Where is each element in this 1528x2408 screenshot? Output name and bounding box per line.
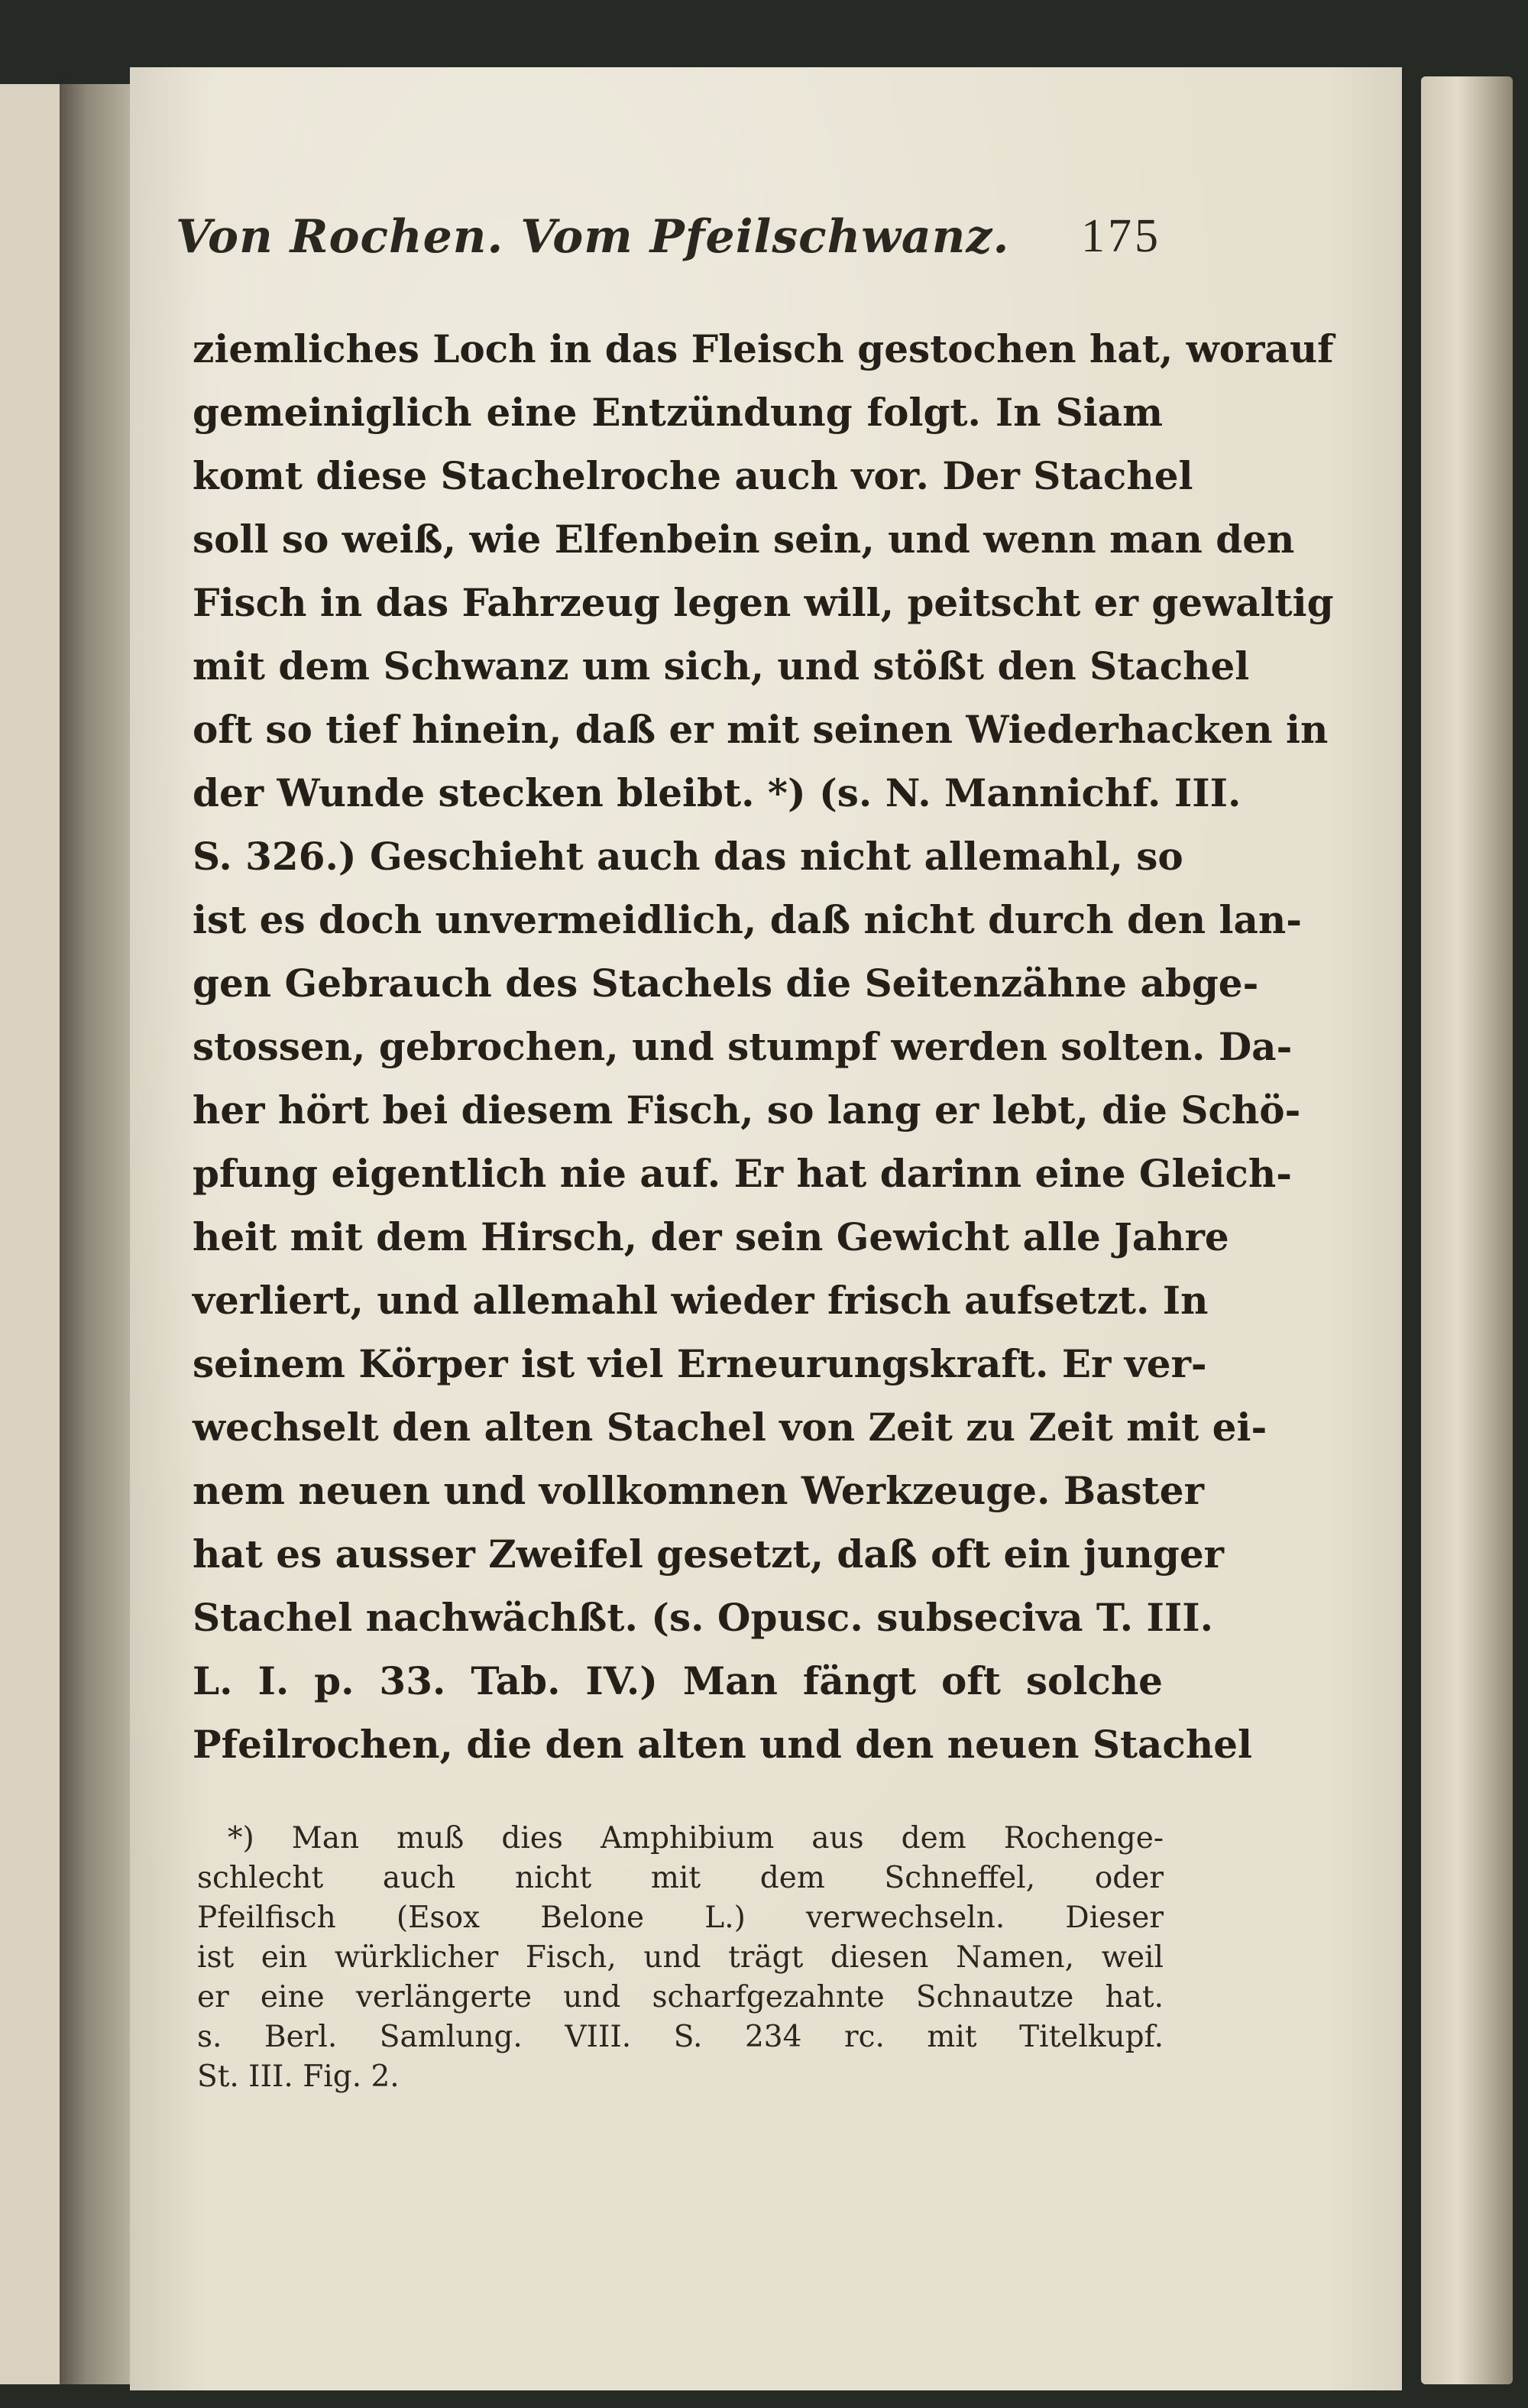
running-title: Von Rochen. Vom Pfeilschwanz. <box>176 210 1010 264</box>
gutter-shadow <box>60 84 136 2384</box>
page-header <box>176 172 1161 264</box>
text-line: Stachel nachwächßt. (s. Opusc. subseciva T. III. <box>193 1595 1214 1640</box>
footnote-line: s. Berl. Samlung. VIII. S. 234 rc. mit Titelkupf. <box>197 2020 1164 2054</box>
footnote-line: ist ein würklicher Fisch, und trägt diesen Namen, weil <box>197 1940 1164 1975</box>
text-line: komt diese Stachelroche auch vor. Der Stachel <box>193 453 1193 498</box>
main-text <box>193 317 1334 1776</box>
text-line: her hört bei diesem Fisch, so lang er lebt, die Schö- <box>193 1087 1301 1133</box>
text-line: hat es ausser Zweifel gesetzt, daß oft ein junger <box>193 1531 1225 1577</box>
footnote-line: schlecht auch nicht mit dem Schneffel, oder <box>197 1861 1164 1895</box>
text-line: mit dem Schwanz um sich, und stößt den Stachel <box>193 643 1250 689</box>
text-line: Pfeilrochen, die den alten und den neuen Stachel <box>193 1722 1253 1767</box>
text-line: verliert, und allemahl wieder frisch aufsetzt. In <box>193 1278 1209 1323</box>
text-line: Fisch in das Fahrzeug legen will, peitscht er gewaltig <box>193 580 1334 625</box>
text-line: stossen, gebrochen, und stumpf werden solten. Da- <box>193 1024 1293 1069</box>
text-line: nem neuen und vollkomnen Werkzeuge. Baster <box>193 1468 1204 1513</box>
footnote-line: St. III. Fig. 2. <box>197 2060 400 2094</box>
text-line: seinem Körper ist viel Erneurungskraft. Er ver- <box>193 1341 1207 1386</box>
text-line: gemeiniglich eine Entzündung folgt. In Siam <box>193 390 1163 435</box>
footnote-line: *) Man muß dies Amphibium aus dem Rochenge- <box>228 1821 1164 1855</box>
footnote-line: Pfeilfisch (Esox Belone L.) verwechseln. Dieser <box>197 1901 1164 1935</box>
page-number: 175 <box>1081 210 1161 262</box>
text-line: der Wunde stecken bleibt. *) (s. N. Mannichf. III. <box>193 770 1242 815</box>
footnote-line: er eine verlängerte und scharfgezahnte Schnautze hat. <box>197 1980 1164 2014</box>
text-line: gen Gebrauch des Stachels die Seitenzähne abge- <box>193 961 1259 1006</box>
text-line: ist es doch unvermeidlich, daß nicht durch den lan- <box>193 897 1303 942</box>
text-line: ziemliches Loch in das Fleisch gestochen hat, worauf <box>193 326 1334 371</box>
text-line: soll so weiß, wie Elfenbein sein, und wenn man den <box>193 517 1295 562</box>
text-line: L. I. p. 33. Tab. IV.) Man fängt oft solche <box>193 1658 1163 1703</box>
footnote <box>197 1819 1164 2097</box>
text-line: heit mit dem Hirsch, der sein Gewicht alle Jahre <box>193 1214 1229 1259</box>
text-line: oft so tief hinein, daß er mit seinen Wiederhacken in <box>193 707 1329 752</box>
previous-page-edge <box>0 84 62 2384</box>
text-line: wechselt den alten Stachel von Zeit zu Zeit mit ei- <box>193 1405 1267 1450</box>
text-line: pfung eigentlich nie auf. Er hat darinn eine Gleich- <box>193 1151 1292 1196</box>
text-line: S. 326.) Geschieht auch das nicht allemahl, so <box>193 834 1183 879</box>
page-block-edge <box>1421 76 1513 2384</box>
